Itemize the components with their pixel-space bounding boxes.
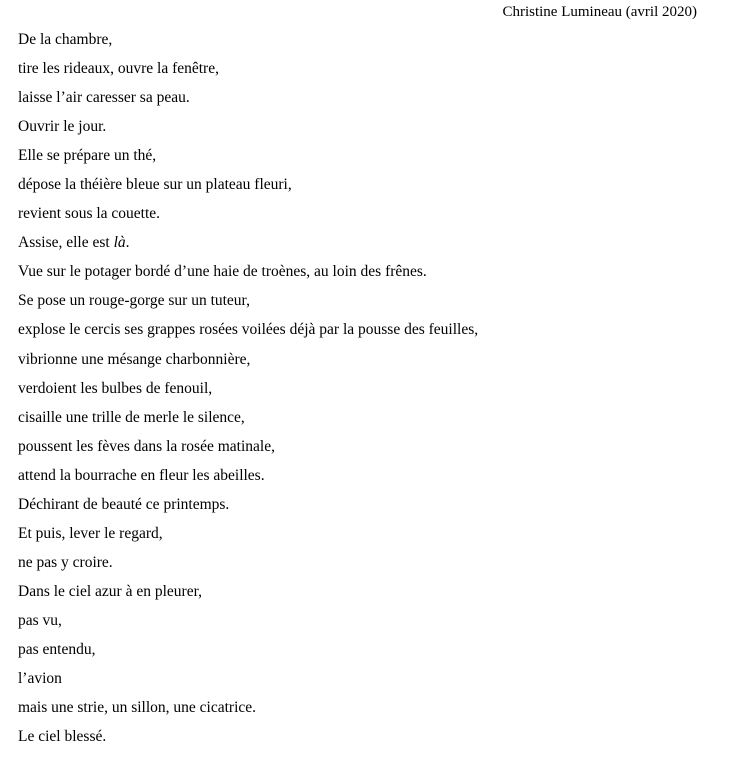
poem-line: Ouvrir le jour. xyxy=(18,118,107,136)
poem-line: verdoient les bulbes de fenouil, xyxy=(18,379,213,397)
poem-line: pas vu, xyxy=(18,611,62,629)
poem-line: Et puis, lever le regard, xyxy=(18,524,163,542)
poem-line: laisse l’air caresser sa peau. xyxy=(18,89,190,107)
poem-line: tire les rideaux, ouvre la fenêtre, xyxy=(18,60,219,78)
poem-line: De la chambre, xyxy=(18,31,113,48)
author-attribution: Christine Lumineau (avril 2020) xyxy=(502,4,697,20)
poem-line: poussent les fèves dans la rosée matinale, xyxy=(18,437,275,455)
poem-line: dépose la théière bleue sur un plateau fleuri, xyxy=(18,176,292,194)
poem-line: Elle se prépare un thé, xyxy=(18,147,157,165)
emphasized-word: là xyxy=(113,234,126,252)
poem-line: Déchirant de beauté ce printemps. xyxy=(18,495,230,513)
poem-line: Vue sur le potager bordé d’une haie de troènes, au loin des frênes. xyxy=(18,263,427,281)
poem-line: attend la bourrache en fleur les abeilles. xyxy=(18,466,265,484)
poem-line: l’avion xyxy=(18,670,62,688)
poem-line: cisaille une trille de merle le silence, xyxy=(18,408,245,426)
poem-line: Assise, elle est là. xyxy=(18,234,130,252)
poem-text xyxy=(18,30,478,756)
poem-line: explose le cercis ses grappes rosées voilées déjà par la pousse des feuilles, xyxy=(18,321,479,339)
poem-line: Se pose un rouge-gorge sur un tuteur, xyxy=(18,292,250,310)
poem-line: ne pas y croire. xyxy=(18,553,113,571)
poem-line: revient sous la couette. xyxy=(18,205,161,223)
poem-line: pas entendu, xyxy=(18,640,96,658)
poem-line: vibrionne une mésange charbonnière, xyxy=(18,350,251,368)
poem-line: Dans le ciel azur à en pleurer, xyxy=(18,582,202,600)
poem-line: Le ciel blessé. xyxy=(18,728,107,746)
poem-line: mais une strie, un sillon, une cicatrice. xyxy=(18,699,257,717)
